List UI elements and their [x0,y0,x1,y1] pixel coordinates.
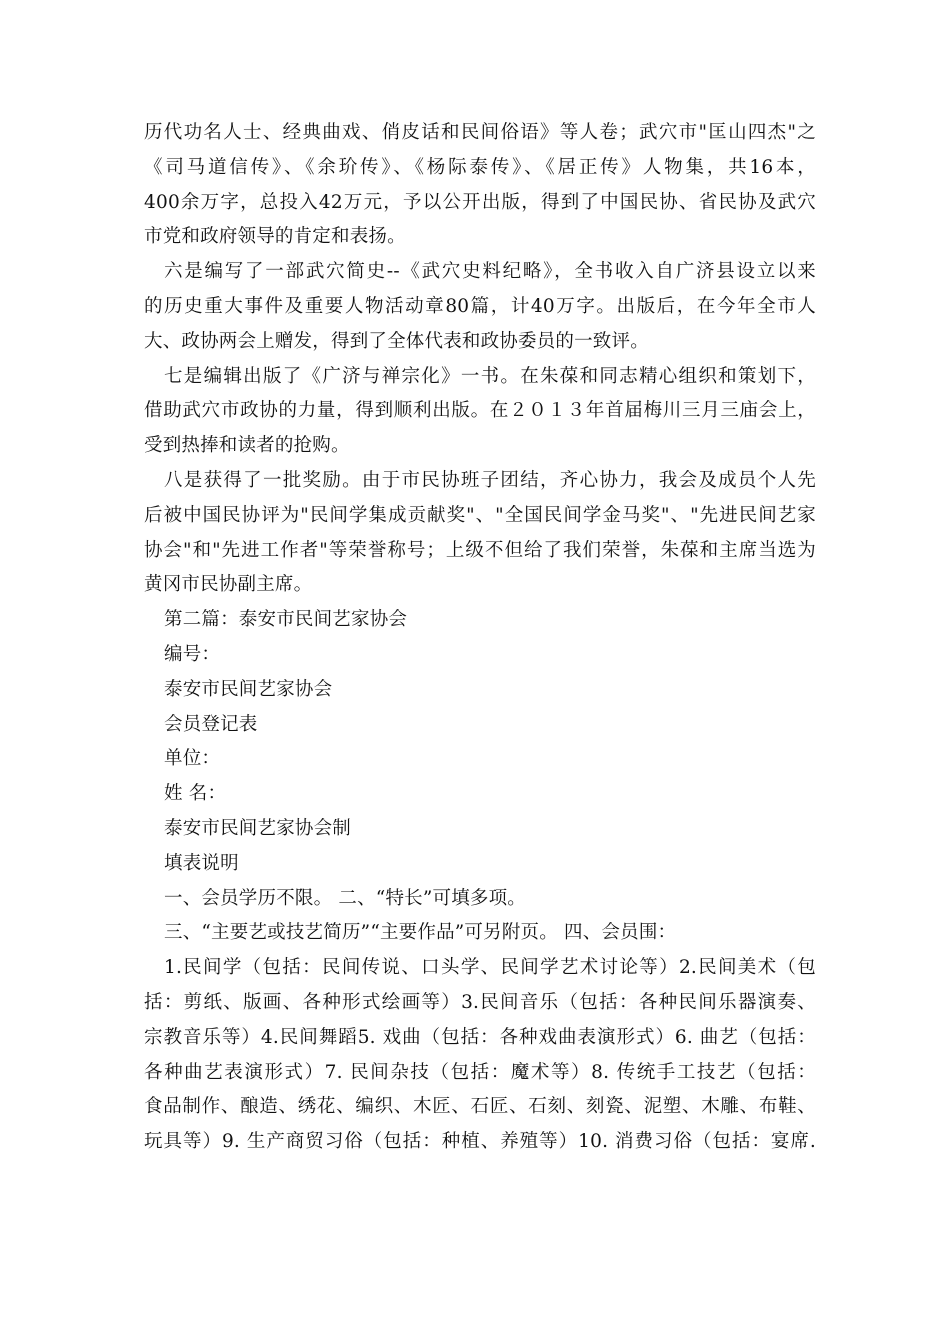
text-line: 泰安市民间艺家协会制 [164,817,352,839]
text-line: 宗教音乐等）4.民间舞蹈5. 戏曲（包括：各种戏曲表演形式）6. 曲艺（包括： [144,1026,816,1048]
text-line: 第二篇：泰安市民间艺家协会 [164,609,408,631]
text-line: 泰安市民间艺家协会 [164,678,333,700]
text-line: 姓 名： [164,783,227,805]
text-line: 大、政协两会上赠发，得到了全体代表和政协委员的一致评。 [144,330,649,352]
text-line: 1.民间学（包括：民间传说、口头学、民间学艺术讨论等）2.民间美术（包 [164,957,816,979]
text-line: 一、会员学历不限。 二、“特长”可填多项。 [164,887,526,909]
text-line: 受到热捧和读者的抢购。 [144,435,350,457]
text-line: 七是编辑出版了《广济与禅宗化》一书。在朱葆和同志精心组织和策划下， [164,365,816,387]
text-line: 八是获得了一批奖励。由于市民协班子团结，齐心协力，我会及成员个人先 [164,469,816,491]
text-line: 市党和政府领导的肯定和表扬。 [144,226,406,248]
text-line: 单位： [164,748,221,770]
text-line: 玩具等）9. 生产商贸习俗（包括：种植、养殖等）10. 消费习俗（包括：宴席. [144,1131,816,1153]
text-line: 历代功名人士、经典曲戏、俏皮话和民间俗语》等人卷；武穴市"匡山四杰"之 [144,122,816,143]
text-line: 会员登记表 [164,713,258,735]
text-line: 填表说明 [164,852,239,874]
text-line: 协会"和"先进工作者"等荣誉称号；上级不但给了我们荣誉，朱葆和主席当选为 [144,539,816,561]
text-line: 后被中国民协评为"民间学集成贡献奖"、"全国民间学金马奖"、"先进民间艺家 [144,504,816,526]
text-line: 400余万字，总投入42万元，予以公开出版，得到了中国民协、省民协及武穴 [144,191,816,213]
text-line: 编号： [164,643,221,665]
text-line: 各种曲艺表演形式）7. 民间杂技（包括：魔术等）8. 传统手工技艺（包括： [144,1061,816,1083]
text-line: 的历史重大事件及重要人物活动章80篇，计40万字。出版后，在今年全市人 [144,295,816,317]
text-line: 三、“主要艺或技艺简历”“主要作品”可另附页。 四、会员围： [164,922,677,944]
document-body [144,116,816,1160]
text-line: 借助武穴市政协的力量，得到顺利出版。在２０１３年首届梅川三月三庙会上， [144,400,816,422]
text-line: 六是编写了一部武穴简史--《武穴史料纪略》，全书收入自广济县设立以来 [164,261,816,283]
text-line: 食品制作、酿造、绣花、编织、木匠、石匠、石刻、刻瓷、泥塑、木雕、布鞋、 [144,1096,816,1118]
text-line: 黄冈市民协副主席。 [144,574,313,596]
text-line: 《司马道信传》、《余玠传》、《杨际泰传》、《居正传》人物集，共16本， [144,156,816,178]
text-line: 括：剪纸、版画、各种形式绘画等）3.民间音乐（包括：各种民间乐器演奏、 [144,991,816,1013]
